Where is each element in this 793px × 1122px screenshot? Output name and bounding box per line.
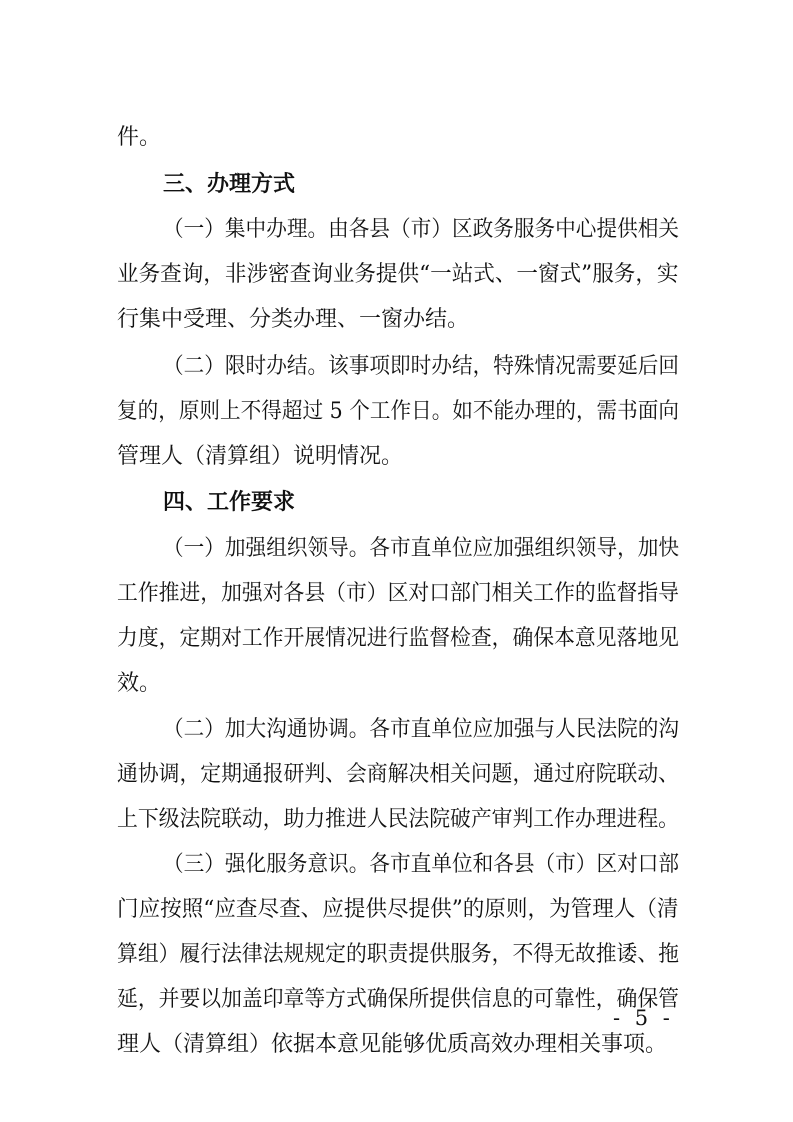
paragraph-line: （二）加大沟通协调。各市直单位应加强与人民法院的沟 [163,717,680,742]
paragraph-line: （一）加强组织领导。各市直单位应加强组织领导，加快 [163,536,680,561]
section-heading: 三、办理方式 [163,172,296,197]
paragraph-line: 行集中受理、分类办理、一窗办结。 [117,307,470,332]
body-line: 件。 [117,125,162,150]
paragraph-line: 门应按照“应查尽查、应提供尽提供”的原则，为管理人（清 [117,897,679,922]
paragraph-line: 管理人（清算组）说明情况。 [117,444,404,469]
section-heading: 四、工作要求 [163,490,296,515]
paragraph-line: 延，并要以加盖印章等方式确保所提供信息的可靠性，确保管 [117,987,680,1012]
paragraph-line: 复的，原则上不得超过 5 个工作日。如不能办理的，需书面向 [117,399,679,424]
paragraph-line: （三）强化服务意识。各市直单位和各县（市）区对口部 [163,852,680,877]
paragraph-line: 通协调，定期通报研判、会商解决相关问题，通过府院联动、 [117,762,680,787]
paragraph-line: 理人（清算组）依据本意见能够优质高效办理相关事项。 [117,1032,668,1057]
paragraph-line: 工作推进，加强对各县（市）区对口部门相关工作的监督指导 [117,581,680,606]
paragraph-line: 上下级法院联动，助力推进人民法院破产审判工作办理进程。 [117,807,680,832]
paragraph-line: 业务查询，非涉密查询业务提供“一站式、一窗式”服务，实 [117,262,679,287]
paragraph-line: 力度，定期对工作开展情况进行监督检查，确保本意见落地见 [117,626,680,651]
paragraph-line: 效。 [117,671,162,696]
page-number: - 5 - [613,1006,674,1030]
paragraph-line: （二）限时办结。该事项即时办结，特殊情况需要延后回 [163,354,680,379]
paragraph-line: 算组）履行法律法规规定的职责提供服务，不得无故推诿、拖 [117,942,680,967]
paragraph-line: （一）集中办理。由各县（市）区政务服务中心提供相关 [163,217,680,242]
